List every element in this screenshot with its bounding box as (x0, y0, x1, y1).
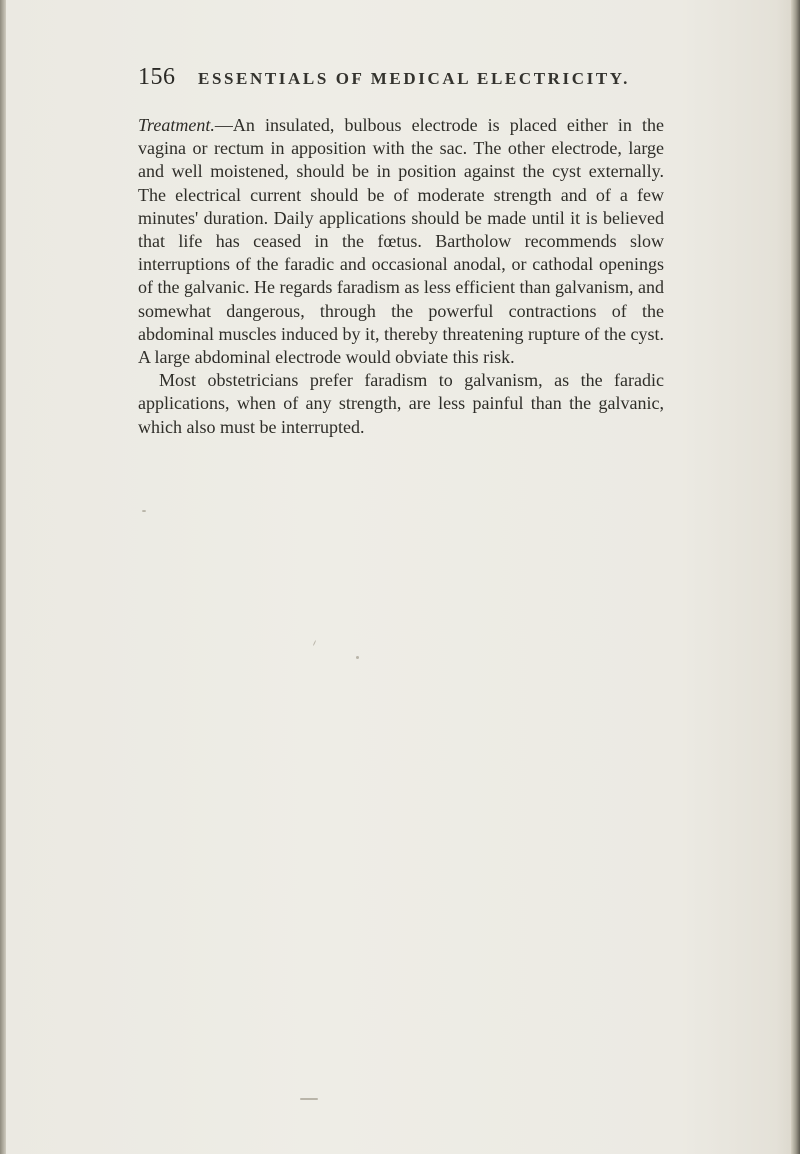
paragraph-treatment (138, 114, 664, 369)
paper-speck (300, 1098, 318, 1100)
paper-speck (356, 656, 359, 659)
paragraph-text: Most obstetricians prefer faradism to galvanism, as the faradic applications, when of any strength, are less painful than the galvanic, which also must be interrupted. (138, 370, 664, 437)
page-number: 156 (138, 64, 176, 90)
paper-speck (313, 640, 316, 646)
page-right-edge (791, 0, 800, 1154)
running-head-title: ESSENTIALS OF MEDICAL ELECTRICITY. (198, 69, 630, 88)
running-head (138, 64, 658, 90)
paragraph-text: —An insulated, bulbous electrode is placed either in the vagina or rectum in apposition with the sac. The other electrode, large and well moistened, should be in position against the cyst externally. The electrical current should be of moderate strength and of a few minutes' duration. Daily applications should be made until it is believed that life has ceased in the fœtus. Bartholow recommends slow interruptions of the faradic and occasional anodal, or cathodal openings of the galvanic. He regards faradism as less efficient than galvanism, and somewhat dangerous, through the powerful contractions of the abdominal muscles induced by it, thereby threatening rupture of the cyst. A large abdominal electrode would obviate this risk. (138, 115, 664, 368)
paper-speck (142, 510, 146, 512)
paragraph-lead-in: Treatment. (138, 115, 215, 135)
page-left-edge (0, 0, 6, 1154)
body-text (138, 114, 664, 439)
paragraph-obstetricians (138, 369, 664, 439)
